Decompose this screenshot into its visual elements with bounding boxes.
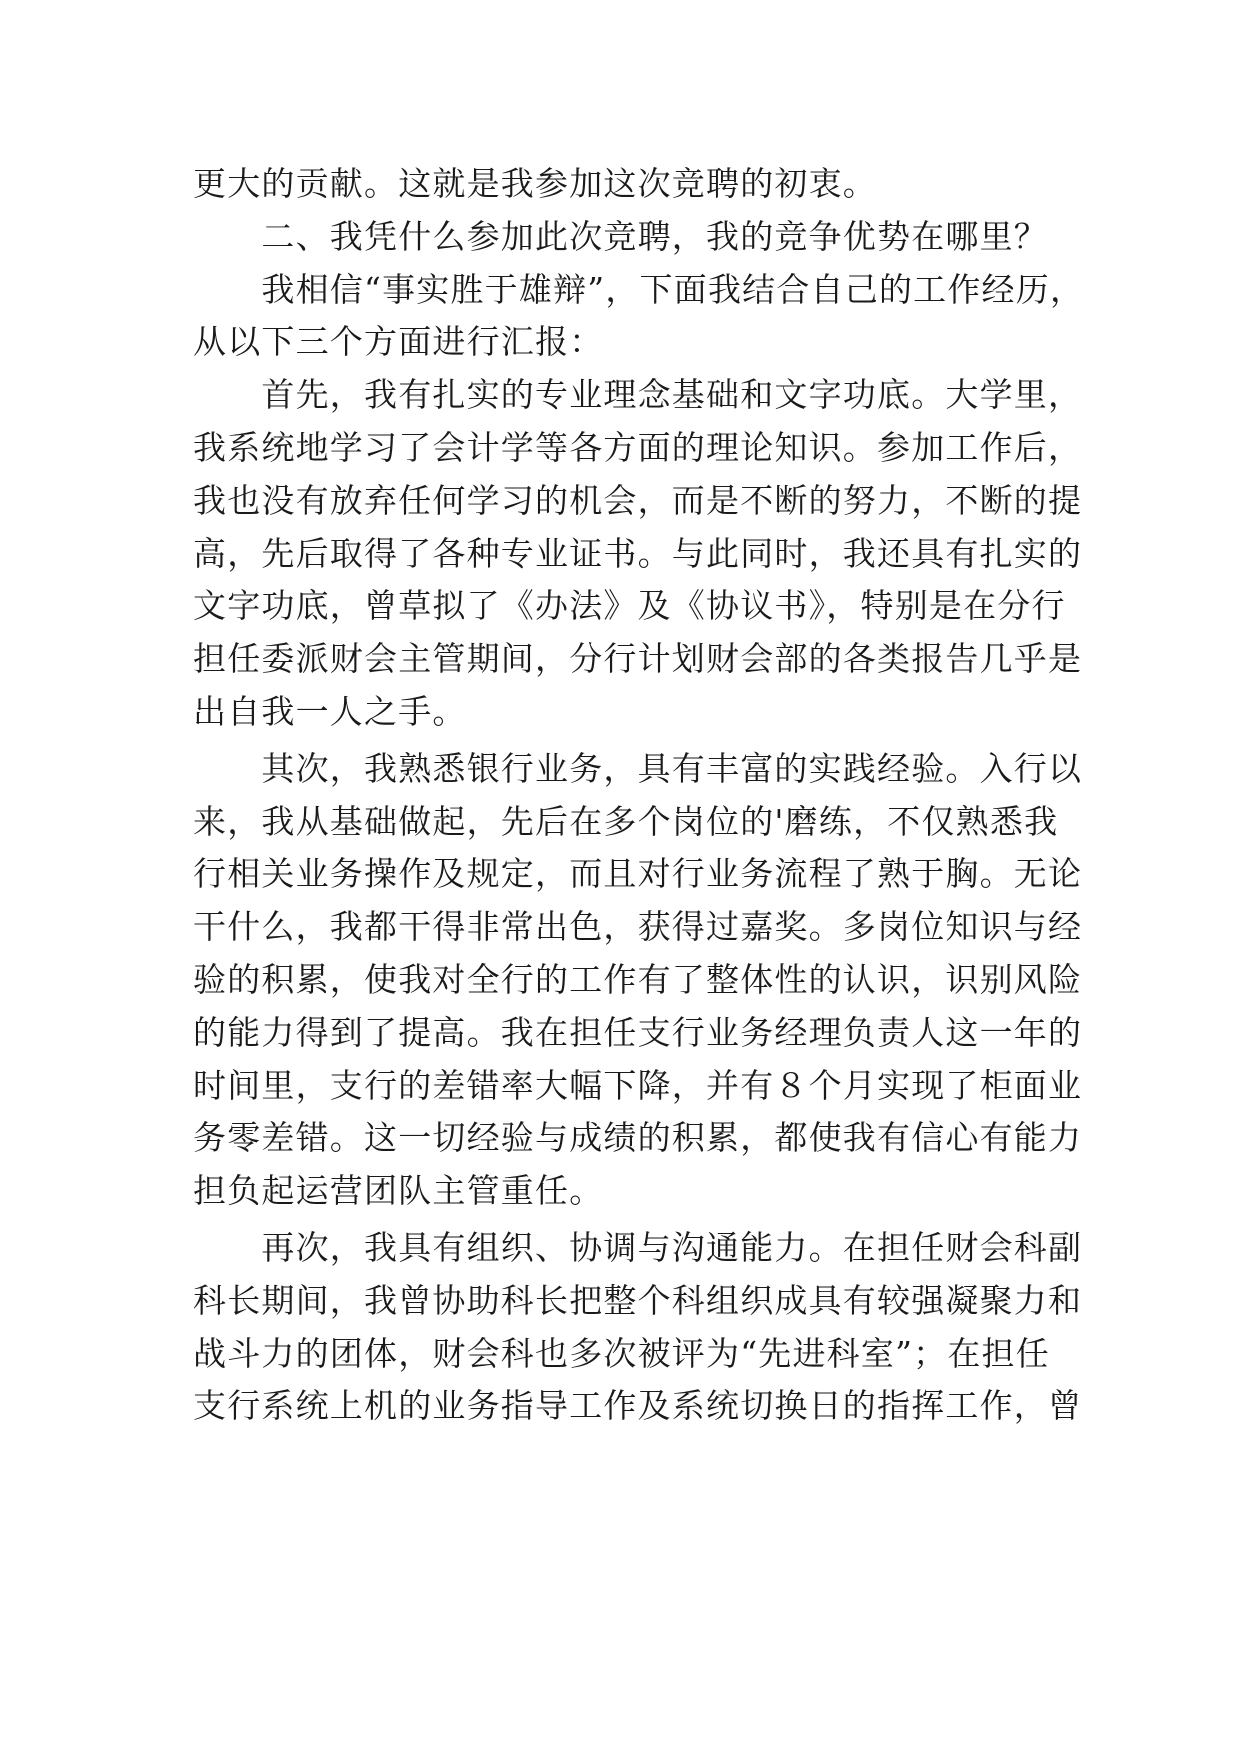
text-line: 来，我从基础做起，先后在多个岗位的'磨练，不仅熟悉我: [193, 801, 1059, 841]
text-line: 首先，我有扎实的专业理念基础和文字功底。大学里，: [193, 375, 1083, 415]
text-line: 的能力得到了提高。我在担任支行业务经理负责人这一年的: [193, 1012, 1083, 1052]
text-line: 行相关业务操作及规定，而且对行业务流程了熟于胸。无论: [193, 854, 1083, 894]
text-line: 我相信“事实胜于雄辩”，下面我结合自己的工作经历，: [193, 269, 1085, 309]
text-line: 战斗力的团体，财会科也多次被评为“先进科室”；在担任: [193, 1333, 1050, 1373]
text-line: 我也没有放弃任何学习的机会，而是不断的努力，不断的提: [193, 480, 1083, 520]
text-line: 务零差错。这一切经验与成绩的积累，都使我有信心有能力: [193, 1118, 1083, 1158]
text-line: 验的积累，使我对全行的工作有了整体性的认识，识别风险: [193, 959, 1083, 999]
section-heading: 二、我凭什么参加此次竞聘，我的竞争优势在哪里？: [193, 216, 1048, 256]
text-line: 出自我一人之手。: [193, 691, 467, 731]
text-line: 干什么，我都干得非常出色，获得过嘉奖。多岗位知识与经: [193, 907, 1083, 947]
text-line: 时间里，支行的差错率大幅下降，并有８个月实现了柜面业: [193, 1065, 1083, 1105]
text-line: 文字功底，曾草拟了《办法》及《协议书》，特别是在分行: [193, 586, 1066, 626]
text-line: 我系统地学习了会计学等各方面的理论知识。参加工作后，: [193, 427, 1083, 467]
text-line: 担任委派财会主管期间，分行计划财会部的各类报告几乎是: [193, 639, 1083, 679]
text-line: 高，先后取得了各种专业证书。与此同时，我还具有扎实的: [193, 533, 1083, 573]
text-line: 再次，我具有组织、协调与沟通能力。在担任财会科副: [193, 1227, 1083, 1267]
text-line: 担负起运营团队主管重任。: [193, 1171, 604, 1211]
text-line: 其次，我熟悉银行业务，具有丰富的实践经验。入行以: [193, 748, 1083, 788]
text-line: 从以下三个方面进行汇报：: [193, 322, 604, 362]
text-line: 更大的贡献。这就是我参加这次竞聘的初衷。: [193, 164, 877, 203]
text-line: 科长期间，我曾协助科长把整个科组织成具有较强凝聚力和: [193, 1280, 1083, 1320]
text-line: 支行系统上机的业务指导工作及系统切换日的指挥工作，曾: [193, 1386, 1083, 1426]
document-body: [193, 158, 1085, 1433]
